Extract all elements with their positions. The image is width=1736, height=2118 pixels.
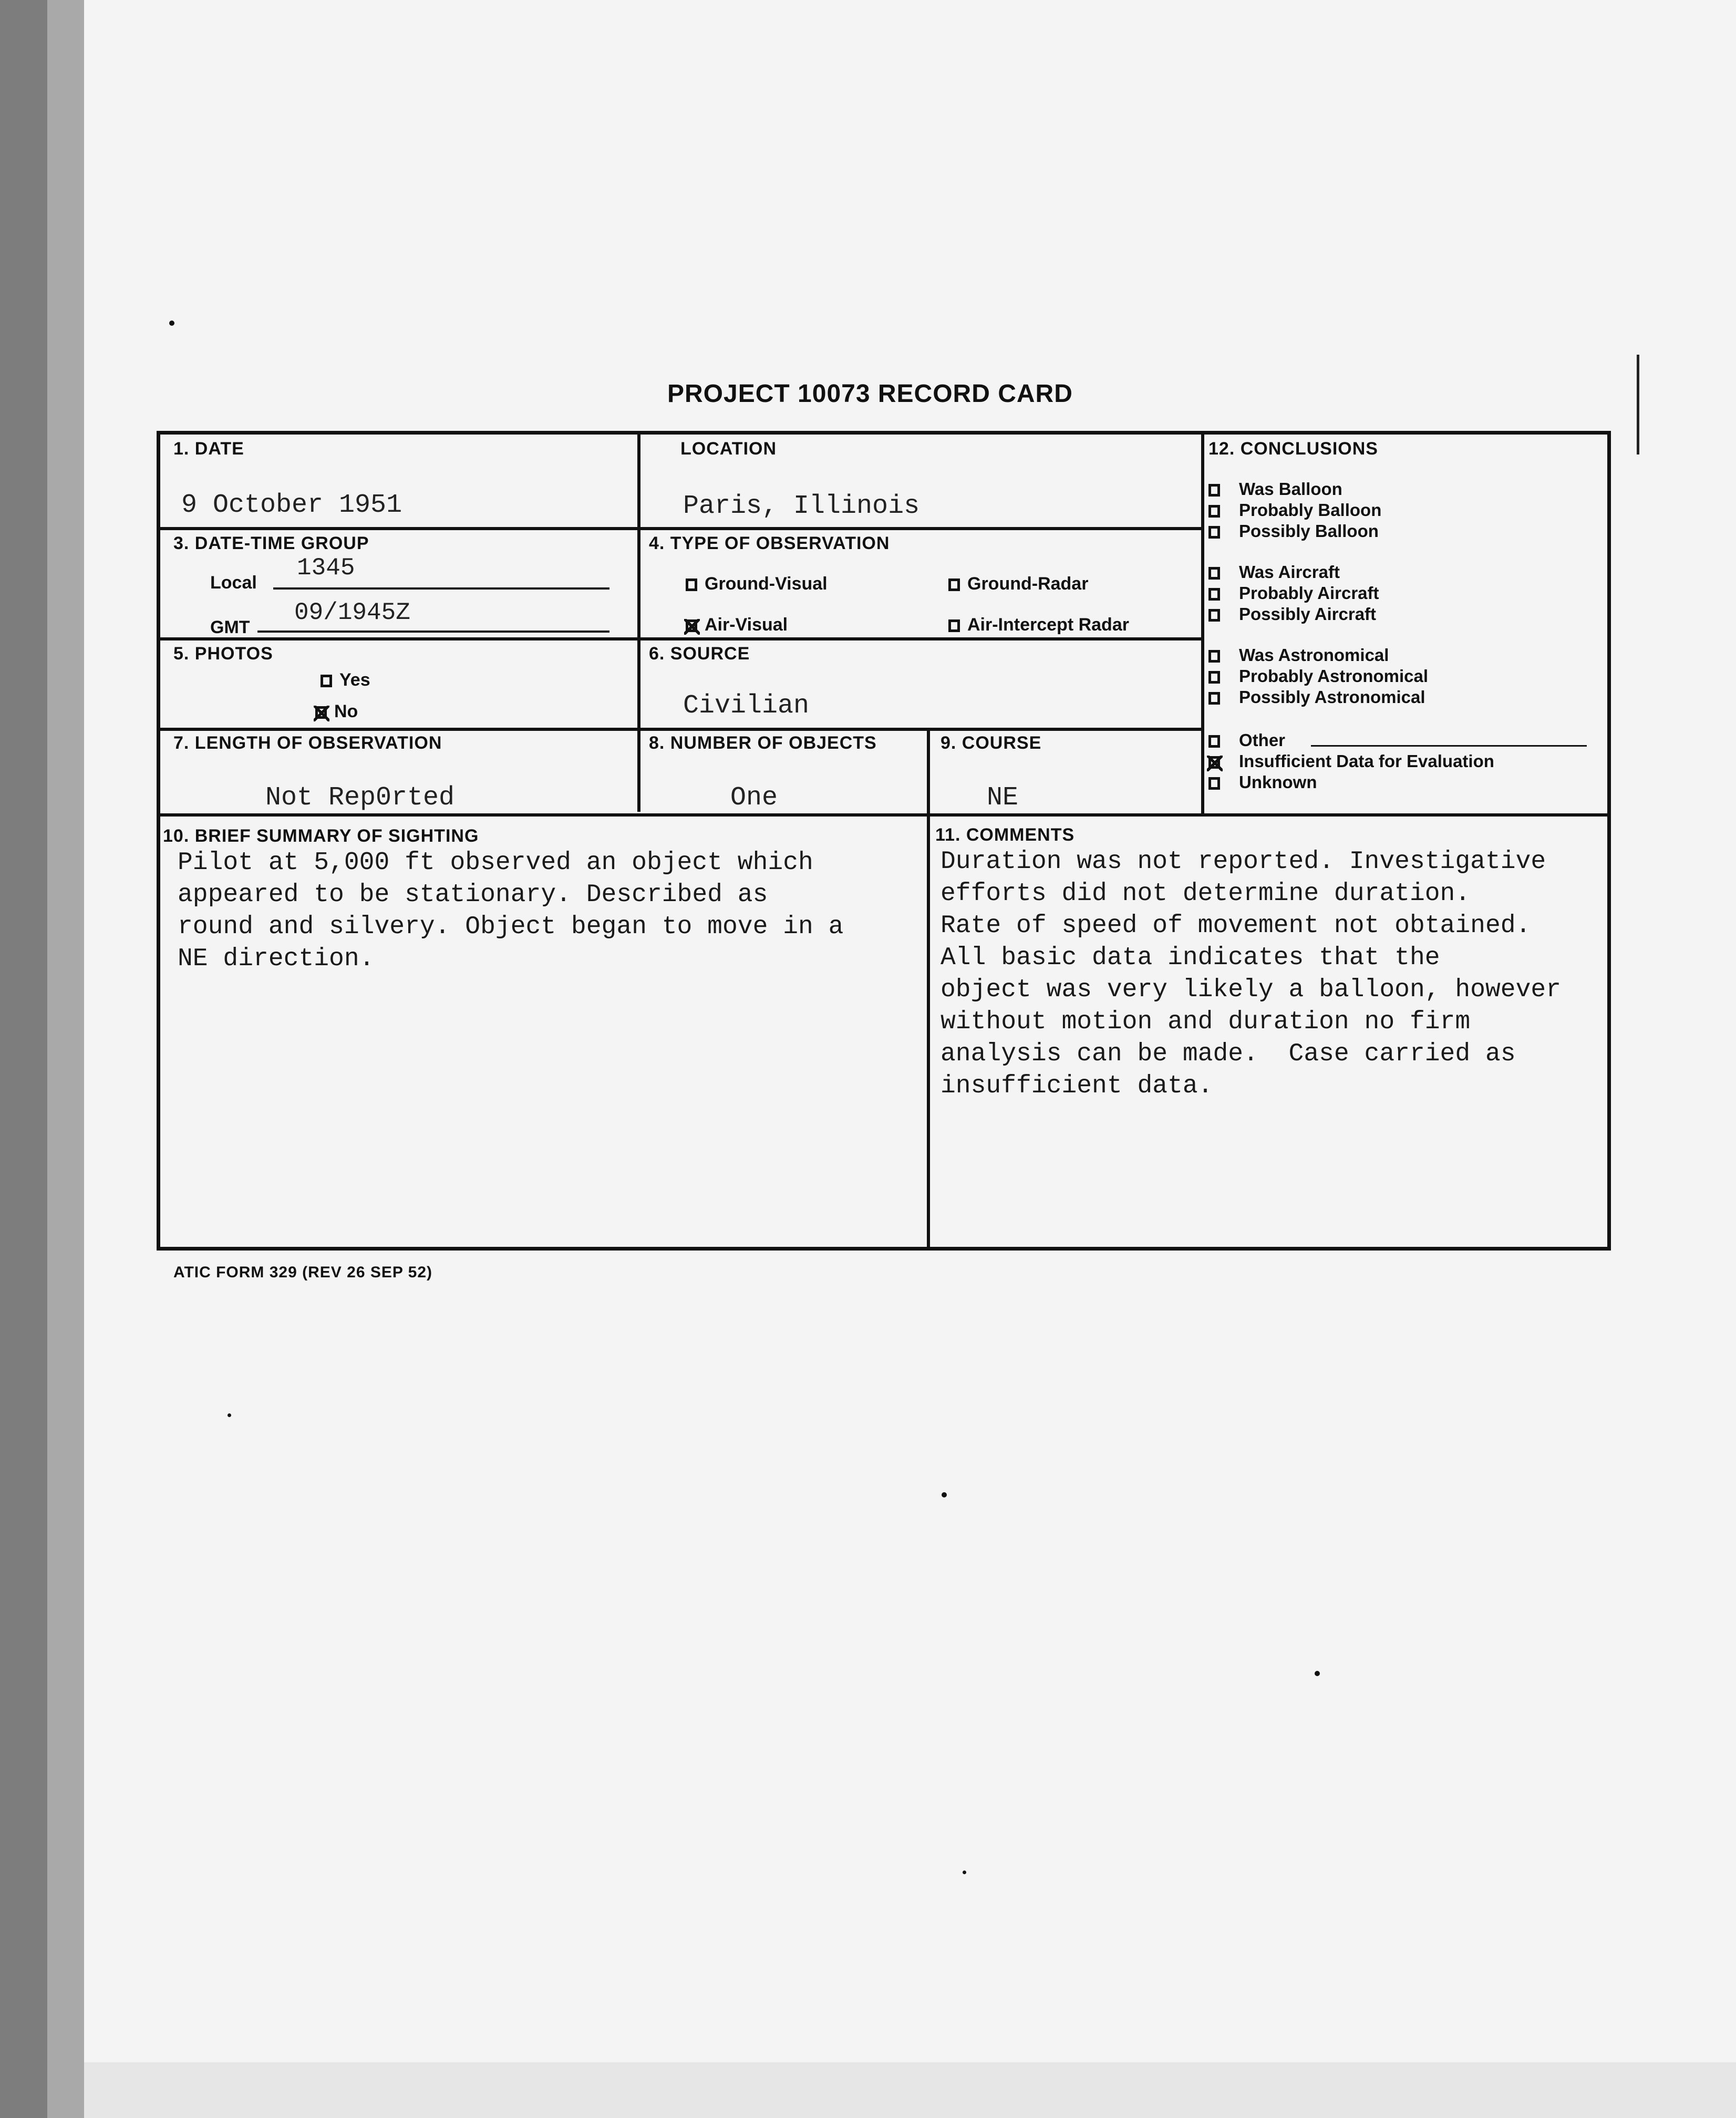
divider xyxy=(157,527,1202,530)
divider xyxy=(927,729,930,1251)
checkbox-icon xyxy=(1208,735,1220,748)
checkbox-icon xyxy=(1208,650,1220,663)
checkbox-icon xyxy=(321,675,332,687)
checkbox-icon xyxy=(1208,505,1220,518)
summary-label: 10. BRIEF SUMMARY OF SIGHTING xyxy=(163,826,479,846)
conclusion-item: Possibly Balloon xyxy=(1208,521,1379,541)
conclusion-item: Possibly Aircraft xyxy=(1208,604,1376,624)
scan-speck xyxy=(963,1871,966,1874)
conclusion-item: Was Balloon xyxy=(1208,479,1342,499)
source-label: 6. SOURCE xyxy=(649,644,750,664)
length-of-observation-value: Not Rep0rted xyxy=(265,783,455,813)
conclusion-item: Probably Astronomical xyxy=(1208,666,1428,686)
conclusion-item: Probably Balloon xyxy=(1208,500,1381,520)
local-underline xyxy=(273,587,609,590)
gmt-value: 09/1945Z xyxy=(294,599,410,626)
scan-speck xyxy=(228,1413,231,1417)
conclusion-item-other: Other xyxy=(1208,730,1285,750)
checkbox-icon xyxy=(1208,671,1220,684)
gmt-underline xyxy=(257,631,609,633)
date-label: 1. DATE xyxy=(173,439,244,459)
date-value: 9 October 1951 xyxy=(181,490,402,520)
summary-text: Pilot at 5,000 ft observed an object which appeared to be stationary. Described as round and silvery. Object began to move in a NE direction. xyxy=(178,849,844,973)
checkbox-icon xyxy=(1208,526,1220,539)
photos-yes: Yes xyxy=(321,670,370,690)
conclusion-item: Probably Aircraft xyxy=(1208,583,1379,603)
scan-bottom-edge xyxy=(84,2062,1736,2118)
other-underline xyxy=(1311,745,1587,747)
number-of-objects-label: 8. NUMBER OF OBJECTS xyxy=(649,733,877,753)
conclusion-item: Was Astronomical xyxy=(1208,645,1389,665)
option-ground-radar: Ground-Radar xyxy=(948,574,1088,594)
comments-label: 11. COMMENTS xyxy=(935,825,1075,845)
conclusion-item: Possibly Astronomical xyxy=(1208,687,1425,707)
checkbox-icon xyxy=(948,578,960,591)
checkbox-icon xyxy=(1208,609,1220,622)
scan-speck xyxy=(1315,1671,1320,1676)
length-of-observation-label: 7. LENGTH OF OBSERVATION xyxy=(173,733,442,753)
scan-left-shadow xyxy=(47,0,84,2118)
date-time-group-label: 3. DATE-TIME GROUP xyxy=(173,533,369,553)
local-value: 1345 xyxy=(297,554,355,582)
photos-no: No xyxy=(315,701,358,722)
card-title: PROJECT 10073 RECORD CARD xyxy=(667,380,1073,408)
conclusion-item: Was Aircraft xyxy=(1208,562,1340,582)
gmt-label: GMT xyxy=(210,617,250,637)
type-of-observation-label: 4. TYPE OF OBSERVATION xyxy=(649,533,890,553)
checkbox-icon xyxy=(1208,692,1220,705)
divider xyxy=(157,813,1611,817)
conclusion-item: Unknown xyxy=(1208,772,1317,792)
checked-box-icon xyxy=(1208,756,1220,769)
checkbox-icon xyxy=(1208,484,1220,497)
conclusions-label: 12. CONCLUSIONS xyxy=(1208,439,1378,459)
divider xyxy=(1201,431,1204,814)
comments-text: Duration was not reported. Investigative efforts did not determine duration. Rate of speed of movement not obtained. All basic data indicates that the object was very likely a balloon, however without motion and duration no firm analysis can be made. Case carried as insufficient data. xyxy=(941,848,1561,1100)
checkbox-icon xyxy=(1208,567,1220,580)
divider xyxy=(157,637,1202,640)
form-footer: ATIC FORM 329 (REV 26 SEP 52) xyxy=(173,1264,433,1281)
scan-left-edge xyxy=(0,0,47,2118)
local-label: Local xyxy=(210,573,257,593)
course-label: 9. COURSE xyxy=(941,733,1042,753)
checked-box-icon xyxy=(315,706,327,719)
option-ground-visual: Ground-Visual xyxy=(686,574,828,594)
checkbox-icon xyxy=(1208,588,1220,601)
photos-label: 5. PHOTOS xyxy=(173,644,273,664)
checked-box-icon xyxy=(686,619,697,632)
checkbox-icon xyxy=(686,578,697,591)
location-value: Paris, Illinois xyxy=(683,491,920,521)
option-air-visual: Air-Visual xyxy=(686,615,788,635)
checkbox-icon xyxy=(948,619,960,632)
scan-mark xyxy=(1637,355,1639,454)
divider xyxy=(157,728,1202,731)
location-label: LOCATION xyxy=(680,439,777,459)
checkbox-icon xyxy=(1208,777,1220,790)
conclusion-item-checked: Insufficient Data for Evaluation xyxy=(1208,751,1494,771)
scan-speck xyxy=(169,321,174,326)
course-value: NE xyxy=(987,783,1019,813)
scan-speck xyxy=(942,1492,947,1497)
divider xyxy=(637,431,640,812)
option-air-intercept-radar: Air-Intercept Radar xyxy=(948,615,1129,635)
source-value: Civilian xyxy=(683,691,810,721)
number-of-objects-value: One xyxy=(730,783,778,813)
